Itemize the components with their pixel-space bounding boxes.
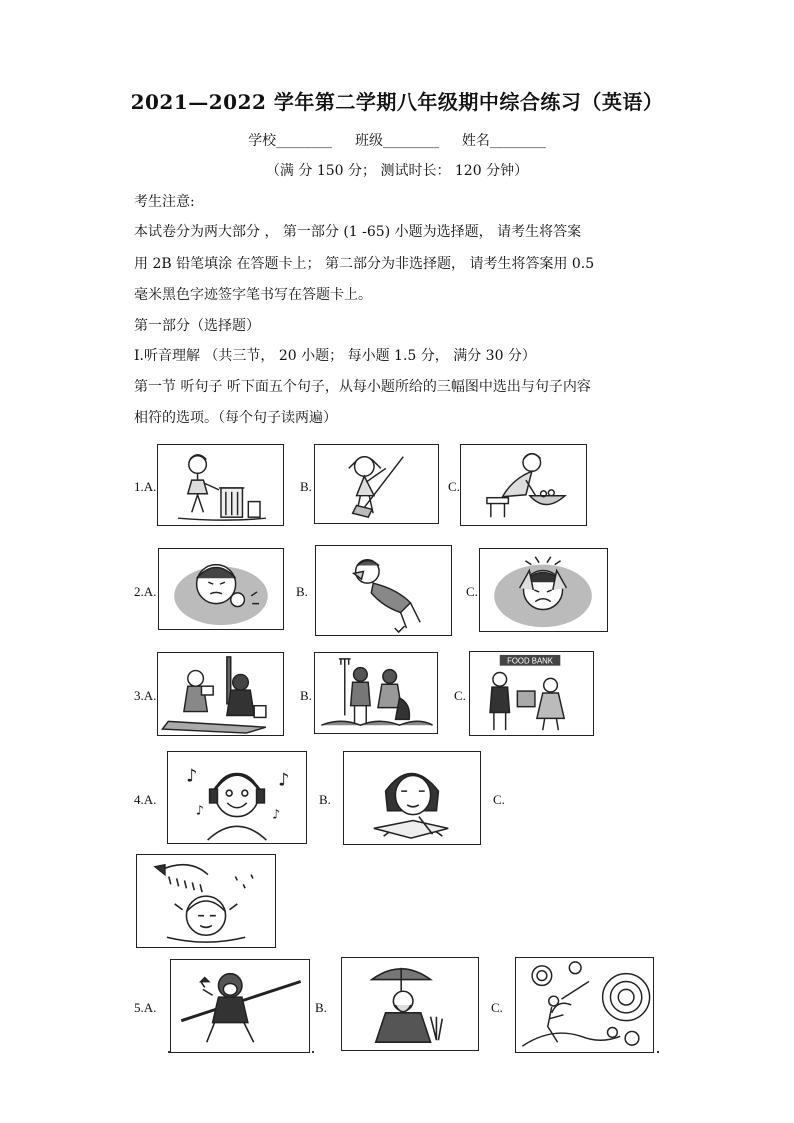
boy-headache-icon[interactable] <box>479 548 608 632</box>
q2-option-c-label[interactable]: C. <box>466 584 478 599</box>
q3-option-c-label[interactable]: C. <box>454 688 466 703</box>
q3-option-a-label[interactable]: 3.A. <box>134 688 157 703</box>
archer-shooting-sun-icon[interactable] <box>515 957 654 1053</box>
svg-text:♪: ♪ <box>278 770 290 791</box>
q5-option-c-label[interactable]: C. <box>491 1000 503 1015</box>
couple-cleaning-park-icon[interactable] <box>314 652 438 734</box>
part-one-heading: 第一部分（选择题） <box>134 318 260 334</box>
old-man-umbrella-icon[interactable] <box>341 957 479 1051</box>
corner-mark <box>168 1051 170 1053</box>
girl-taking-out-trash-icon[interactable] <box>157 444 284 526</box>
notice-line-1: 本试卷分为两大部分 ， 第一部分 (1 -65) 小题为选择题， 请考生将答案 <box>134 224 582 240</box>
people-handing-flyers-icon[interactable] <box>157 652 284 736</box>
q2-option-a-label[interactable]: 2.A. <box>134 584 157 599</box>
girl-sweeping-icon[interactable] <box>314 444 439 524</box>
q5-option-b-label[interactable]: B. <box>315 1000 327 1015</box>
notice-line-3: 毫米黑色字迹签字笔书写在答题卡上。 <box>134 287 372 303</box>
food-bank-sign: FOOD BANK <box>507 656 553 666</box>
svg-text:♪: ♪ <box>186 766 198 787</box>
class-field[interactable]: 班级________ <box>355 133 439 149</box>
girl-in-shower-icon[interactable] <box>136 854 276 948</box>
svg-text:♪: ♪ <box>272 806 281 822</box>
q1-option-c-label[interactable]: C. <box>448 479 460 494</box>
corner-mark <box>312 1051 314 1053</box>
girl-washing-clothes-icon[interactable] <box>460 444 587 526</box>
svg-text:♪: ♪ <box>195 802 205 818</box>
boy-listening-music-icon[interactable] <box>167 751 307 844</box>
notice-line-2: 用 2B 铅笔填涂 在答题卡上； 第二部分为非选择题， 请考生将答案用 0.5 <box>134 256 595 272</box>
student-info-line <box>0 130 794 150</box>
q1-option-b-label[interactable]: B. <box>300 479 312 494</box>
q2-option-b-label[interactable]: B. <box>296 584 308 599</box>
q4-option-a-label[interactable]: 4.A. <box>134 792 157 807</box>
section-one-line-2: 相符的选项。（每个句子读两遍） <box>134 410 337 426</box>
notice-heading: 考生注意: <box>134 194 195 210</box>
section-one-line-1: 第一节 听句子 听下面五个句子，从每小题所给的三幅图中选出与句子内容 <box>134 379 591 395</box>
q4-option-b-label[interactable]: B. <box>319 792 331 807</box>
name-field[interactable]: 姓名________ <box>461 133 546 149</box>
school-field[interactable]: 学校________ <box>248 133 333 149</box>
listening-heading: I.听音理解 （共三节， 20 小题； 每小题 1.5 分， 满分 30 分） <box>134 348 536 364</box>
page-title: 2021—2022 学年第二学期八年级期中综合练习（英语） <box>130 90 664 114</box>
corner-mark <box>657 1051 659 1053</box>
boy-toothache-icon[interactable] <box>158 548 284 630</box>
q3-option-b-label[interactable]: B. <box>300 688 312 703</box>
q1-option-a-label[interactable]: 1.A. <box>134 479 157 494</box>
food-bank-donation-icon[interactable] <box>469 651 594 736</box>
score-info: （满 分 150 分； 测试时长： 120 分钟） <box>265 163 529 179</box>
man-sneezing-icon[interactable] <box>315 545 452 636</box>
q5-option-a-label[interactable]: 5.A. <box>134 1000 157 1015</box>
monkey-king-icon[interactable] <box>170 959 310 1053</box>
q4-option-c-label[interactable]: C. <box>493 792 505 807</box>
girl-writing-icon[interactable] <box>343 751 481 845</box>
